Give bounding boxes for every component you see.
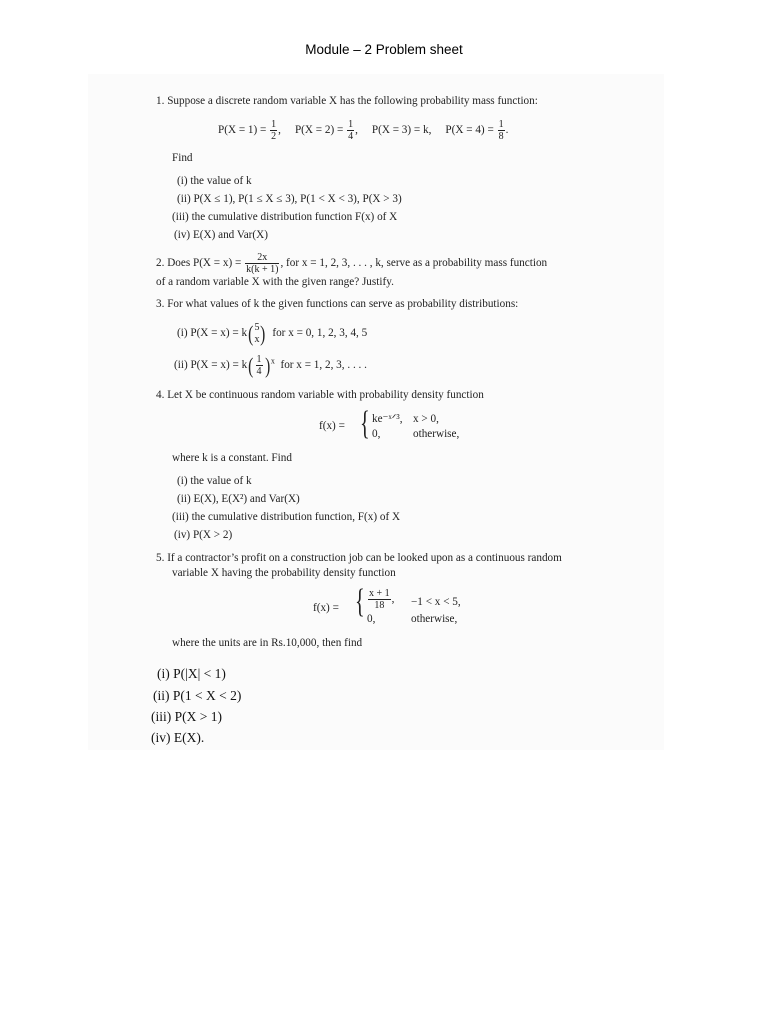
frac-num: 1 [348, 119, 354, 130]
exponent: x [270, 356, 275, 366]
fraction-eighth [498, 119, 505, 142]
problem-5-case2: 0, [367, 613, 376, 625]
problem-5-item: (iv) E(X). [151, 730, 205, 745]
problem-1-item: (i) the value of k [177, 175, 252, 187]
problem-4-item: (iv) P(X > 2) [174, 529, 233, 541]
problem-3-i-tail: for x = 0, 1, 2, 3, 4, 5 [272, 327, 368, 340]
pmf-x3: P(X = 3) = k, [371, 124, 432, 137]
pmf-x4: P(X = 4) = [445, 124, 494, 137]
problem-3-item-i [177, 322, 367, 345]
problem-3-i-lead: (i) P(X = x) = k [177, 327, 248, 340]
problem-5-item: (ii) P(1 < X < 2) [153, 688, 242, 703]
problem-2-line1 [156, 252, 547, 275]
problem-3-ii-tail: for x = 1, 2, 3, . . . . [280, 359, 367, 372]
problem-3-item-ii [174, 354, 367, 377]
problem-2-lead: 2. Does P(X = x) = [156, 257, 242, 270]
problem-5-case1: $\frac{x + 1}{18}$ , [369, 588, 395, 611]
problem-4-item: (ii) E(X), E(X²) and Var(X) [177, 493, 300, 505]
fraction-quarter [256, 354, 263, 377]
problem-5-case2-cond: otherwise, [411, 613, 458, 625]
problem-4-where: where k is a constant. Find [172, 452, 292, 464]
fraction-x1-over-18 [368, 588, 391, 611]
frac-num: 1 [271, 119, 277, 130]
problem-1-intro: 1. Suppose a discrete random variable X has the following probability mass function: [156, 95, 538, 107]
problem-1-item: (iii) the cumulative distribution function F(x) of X [172, 211, 398, 223]
frac-num: 1 [498, 119, 504, 130]
left-brace: { [360, 405, 370, 442]
problem-4-case2: 0, [372, 428, 381, 440]
right-paren: ) [264, 352, 270, 378]
frac-den: 8 [498, 131, 504, 142]
problem-5-case1-cond: −1 < x < 5, [411, 596, 461, 608]
right-paren: ) [260, 320, 266, 346]
problem-1-pmf-line: P(X = 1) = $\frac{1}{2}$ , P(X = 2) = $\frac{1}{4}$ , P(X = 3) = k, P(X = 4) = $\frac{1}{8}$ . [218, 119, 509, 142]
frac-num: x + 1 [369, 588, 390, 599]
problem-3-ii-lead: (ii) P(X = x) = k [174, 359, 248, 372]
fraction-quarter [347, 119, 354, 142]
pmf-x2: P(X = 2) = [294, 124, 344, 137]
page-title: Module – 2 Problem sheet [305, 42, 463, 57]
frac-num: 1 [256, 354, 262, 365]
left-paren: ( [248, 320, 254, 346]
problem-1-item: (ii) P(X ≤ 1), P(1 ≤ X ≤ 3), P(1 < X < 3), P(X > 3) [177, 193, 402, 205]
left-brace: { [355, 583, 365, 620]
problem-4-case1: ke⁻ˣᐟ³, [372, 413, 403, 425]
problem-1-item: (iv) E(X) and Var(X) [174, 229, 268, 241]
problem-5-where: where the units are in Rs.10,000, then find [172, 637, 363, 649]
problem-1-find: Find [172, 152, 193, 164]
problem-2-tail: , for x = 1, 2, 3, . . . , k, serve as a probability mass function [280, 257, 548, 270]
problem-5-item: (i) P(|X| < 1) [157, 666, 226, 681]
frac-den: 2 [271, 131, 277, 142]
problem-4-case1-cond: x > 0, [413, 413, 439, 425]
frac-den: 18 [374, 600, 385, 611]
binom-bottom: x [254, 333, 260, 345]
binom-top: 5 [254, 322, 260, 333]
problem-3-intro: 3. For what values of k the given functions can serve as probability distributions: [156, 298, 519, 310]
binomial-coefficient [254, 322, 259, 345]
problem-4-item: (i) the value of k [177, 475, 252, 487]
problem-5-item: (iii) P(X > 1) [151, 709, 222, 724]
problem-5-line2: variable X having the probability density function [172, 567, 396, 579]
frac-num: 2x [245, 252, 279, 264]
fraction-half [270, 119, 277, 142]
frac-den: k(k + 1) [246, 264, 279, 275]
frac-den: 4 [256, 366, 262, 377]
problem-5-fx: f(x) = [313, 602, 339, 614]
problem-4-fx: f(x) = [319, 420, 345, 432]
pmf-x1: P(X = 1) = [218, 124, 267, 137]
problem-2-line2: of a random variable X with the given range? Justify. [156, 276, 394, 288]
problem-4-intro: 4. Let X be continuous random variable with probability density function [156, 389, 484, 401]
problem-4-case2-cond: otherwise, [413, 428, 460, 440]
problem-5-line1: 5. If a contractor’s profit on a construction job can be looked upon as a continuous random [156, 552, 562, 564]
frac-den: 4 [348, 131, 354, 142]
left-paren: ( [248, 352, 254, 378]
problem-4-item: (iii) the cumulative distribution function, F(x) of X [172, 511, 401, 523]
fraction-2x-over-kk1 [245, 252, 279, 275]
